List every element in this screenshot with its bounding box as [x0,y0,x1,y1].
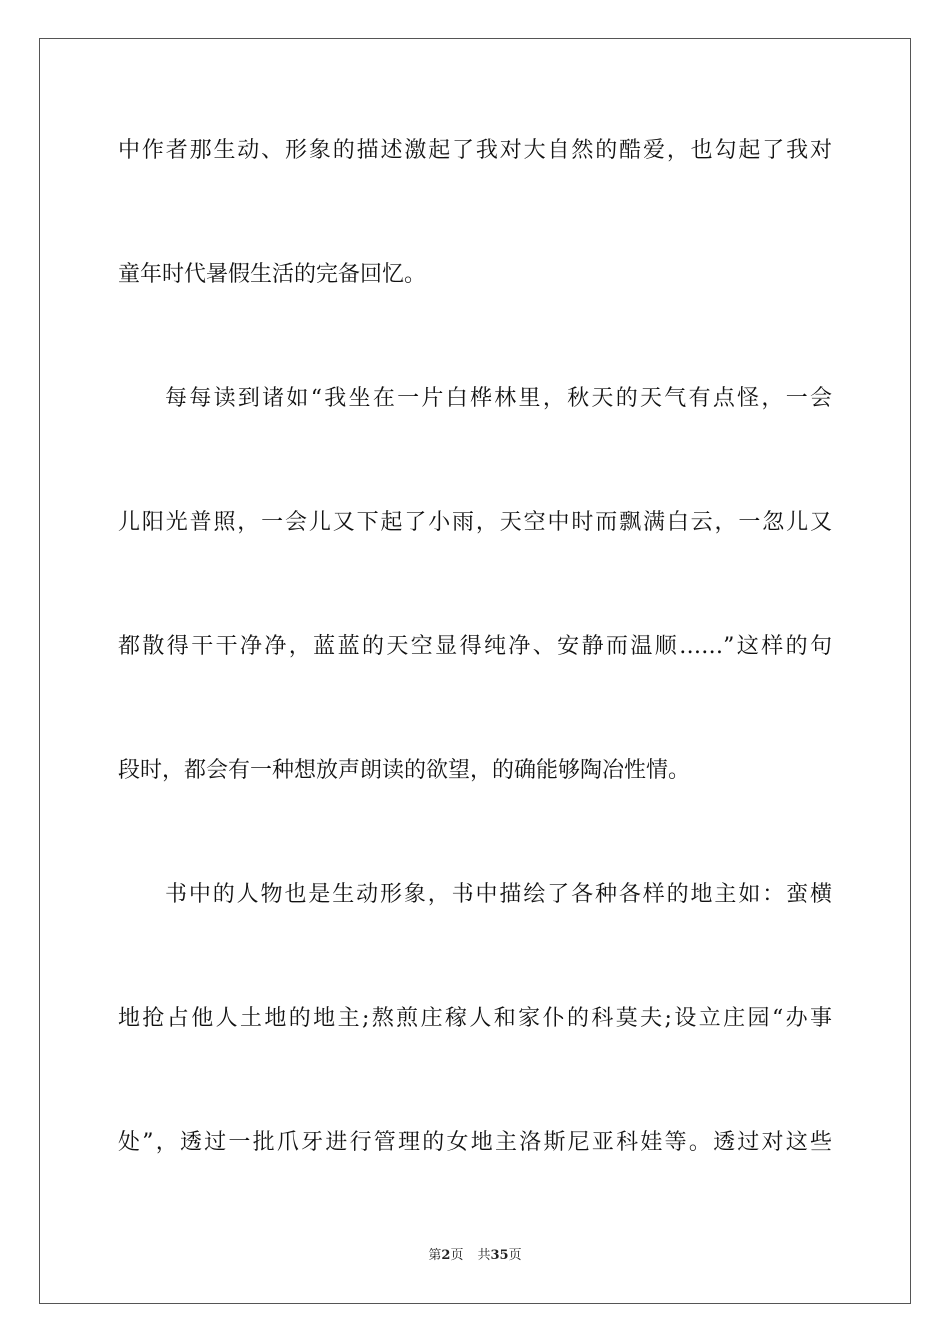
body-line-5: 都散得干干净净，蓝蓝的天空显得纯净、安静而温顺……”这样的句 [118,634,832,659]
page-border [39,38,911,1304]
total-prefix: 共 [477,1248,491,1263]
body-line-7: 书中的人物也是生动形象，书中描绘了各种各样的地主如：蛮横 [165,882,832,907]
page-footer [0,1247,950,1265]
page-number: 2 [441,1248,451,1263]
body-line-8: 地抢占他人土地的地主;熬煎庄稼人和家仆的科莫夫;设立庄园“办事 [118,1006,832,1031]
page-suffix: 页 [450,1248,464,1263]
body-line-6: 段时，都会有一种想放声朗读的欲望，的确能够陶冶性情。 [118,758,691,783]
body-line-4: 儿阳光普照，一会儿又下起了小雨，天空中时而飘满白云，一忽儿又 [118,510,832,535]
body-line-9: 处”，透过一批爪牙进行管理的女地主洛斯尼亚科娃等。透过对这些 [118,1130,832,1155]
body-line-3: 每每读到诸如“我坐在一片白桦林里，秋天的天气有点怪，一会 [165,386,832,411]
total-pages: 35 [490,1248,509,1263]
body-line-1: 中作者那生动、形象的描述激起了我对大自然的酷爱，也勾起了我对 [118,138,832,163]
page-prefix: 第 [428,1248,442,1263]
total-suffix: 页 [508,1248,522,1263]
body-line-2: 童年时代暑假生活的完备回忆。 [118,262,427,287]
